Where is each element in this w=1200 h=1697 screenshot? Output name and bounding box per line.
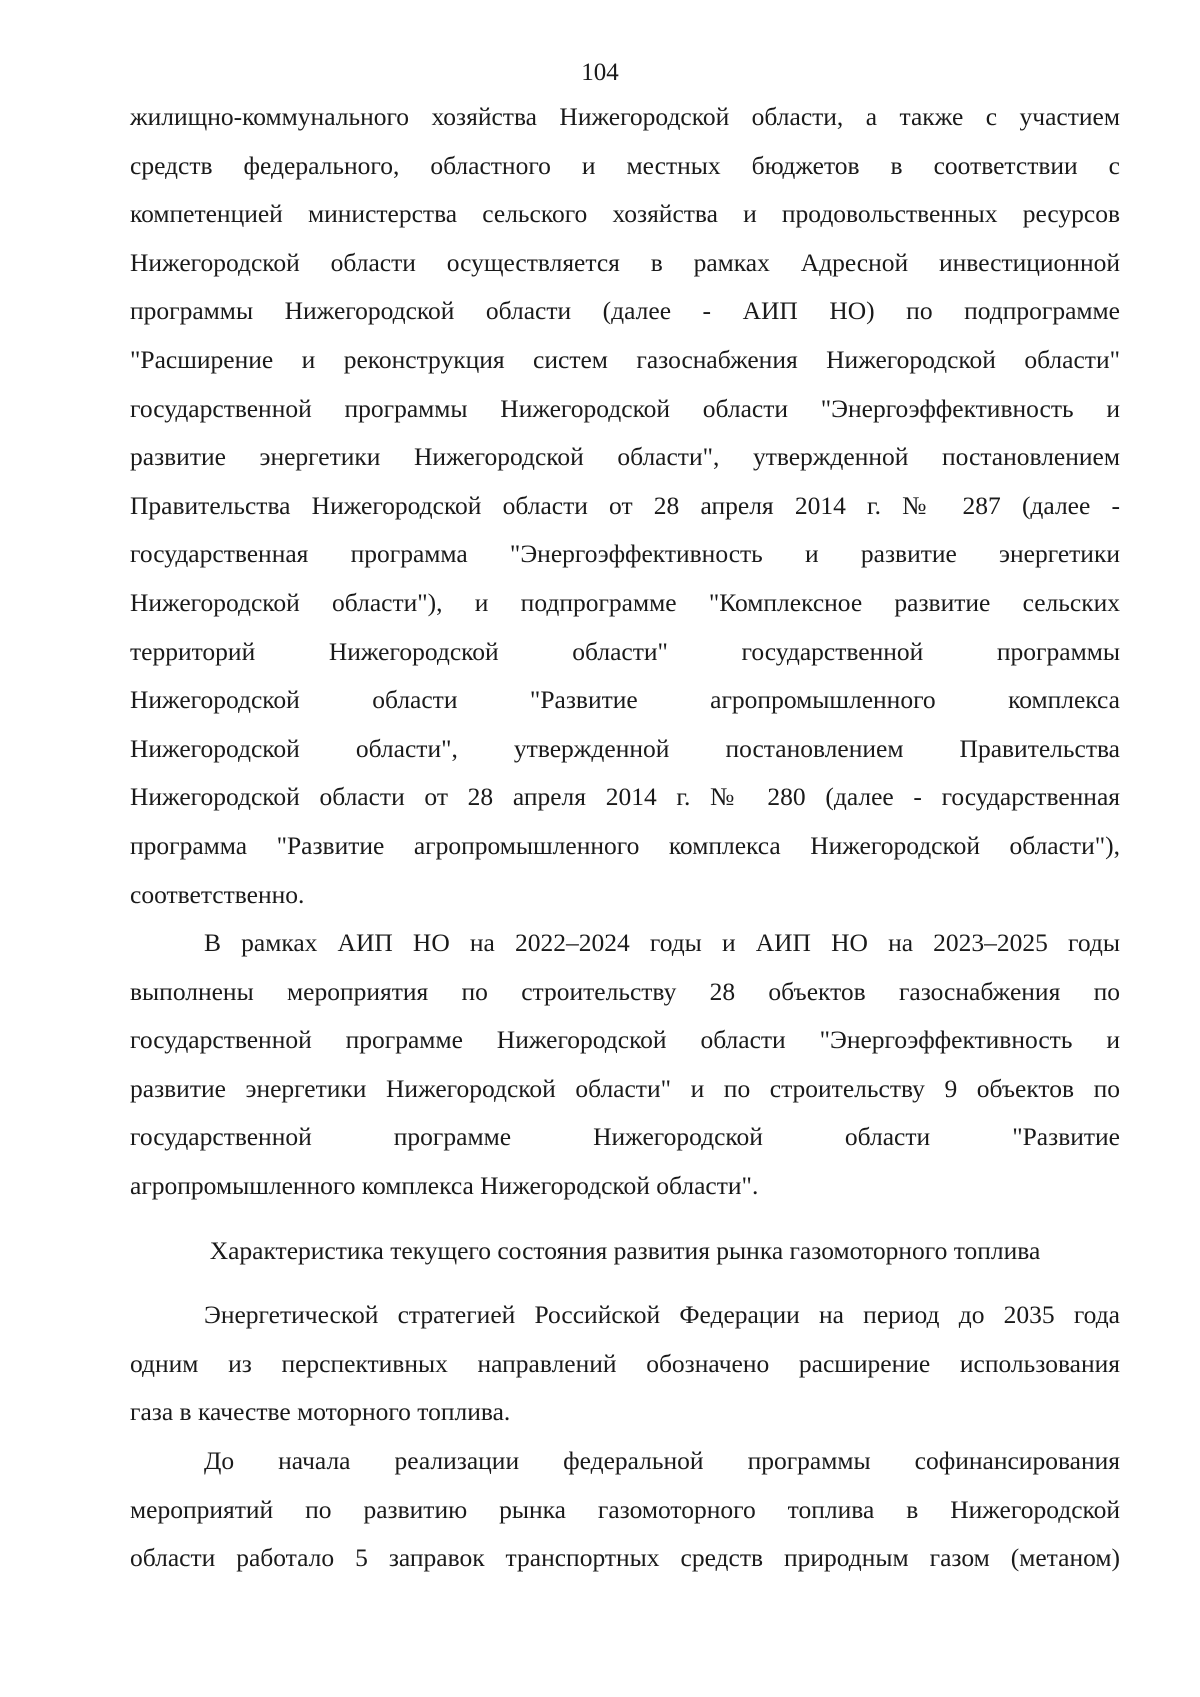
text-line: области работало 5 заправок транспортных средств природным газом (метаном)	[130, 1543, 1120, 1573]
text-line: В рамках АИП НО на 2022–2024 годы и АИП НО на 2023–2025 годы	[204, 928, 1120, 958]
document-body	[130, 93, 1120, 1583]
text-line: государственная программа "Энергоэффективность и развитие энергетики	[130, 539, 1120, 569]
page-number: 104	[581, 59, 619, 86]
text-line: Нижегородской области осуществляется в рамках Адресной инвестиционной	[130, 247, 1120, 277]
text-line: соответственно.	[130, 879, 305, 909]
text-line: Нижегородской области от 28 апреля 2014 г. № 280 (далее - государственная	[130, 782, 1120, 812]
text-line: жилищно-коммунального хозяйства Нижегородской области, а также с участием	[130, 102, 1120, 131]
section-heading: Характеристика текущего состояния развития рынка газомоторного топлива	[209, 1235, 1041, 1265]
text-line: агропромышленного комплекса Нижегородской области".	[130, 1171, 759, 1201]
text-line: одним из перспективных направлений обозначено расширение использования	[130, 1348, 1120, 1378]
text-line: "Расширение и реконструкция систем газоснабжения Нижегородской области"	[130, 344, 1120, 374]
text-line: компетенцией министерства сельского хозяйства и продовольственных ресурсов	[130, 199, 1120, 229]
paragraph-aip-results	[130, 919, 1120, 1211]
text-line: развитие энергетики Нижегородской области" и по строительству 9 объектов по	[130, 1073, 1120, 1103]
text-line: выполнены мероприятия по строительству 28 объектов газоснабжения по	[130, 976, 1120, 1006]
text-line: государственной программы Нижегородской области "Энергоэффективность и	[130, 393, 1120, 423]
text-line: Правительства Нижегородской области от 28 апреля 2014 г. № 287 (далее -	[130, 490, 1120, 520]
text-line: Энергетической стратегией Российской Федерации на период до 2035 года	[204, 1300, 1120, 1330]
text-line: мероприятий по развитию рынка газомоторного топлива в Нижегородской	[130, 1494, 1120, 1524]
text-line: развитие энергетики Нижегородской области", утвержденной постановлением	[130, 442, 1120, 472]
text-line: государственной программе Нижегородской области "Развитие	[130, 1122, 1120, 1152]
text-line: Нижегородской области"), и подпрограмме "Комплексное развитие сельских	[130, 587, 1120, 617]
paragraph-energy-strategy	[130, 1291, 1120, 1437]
paragraph-gas-stations	[130, 1437, 1120, 1583]
text-line: Нижегородской области "Развитие агропромышленного комплекса	[130, 685, 1120, 715]
text-line: программа "Развитие агропромышленного комплекса Нижегородской области"),	[130, 830, 1120, 860]
text-line: До начала реализации федеральной программы софинансирования	[204, 1446, 1120, 1476]
text-line: средств федерального, областного и местных бюджетов в соответствии с	[130, 150, 1120, 180]
text-line: территорий Нижегородской области" государственной программы	[130, 636, 1120, 666]
text-line: государственной программе Нижегородской области "Энергоэффективность и	[130, 1025, 1120, 1055]
text-line: программы Нижегородской области (далее - АИП НО) по подпрограмме	[130, 296, 1120, 326]
text-line: Нижегородской области", утвержденной постановлением Правительства	[130, 733, 1120, 763]
text-line: газа в качестве моторного топлива.	[130, 1397, 511, 1427]
paragraph-continuation	[130, 93, 1120, 919]
